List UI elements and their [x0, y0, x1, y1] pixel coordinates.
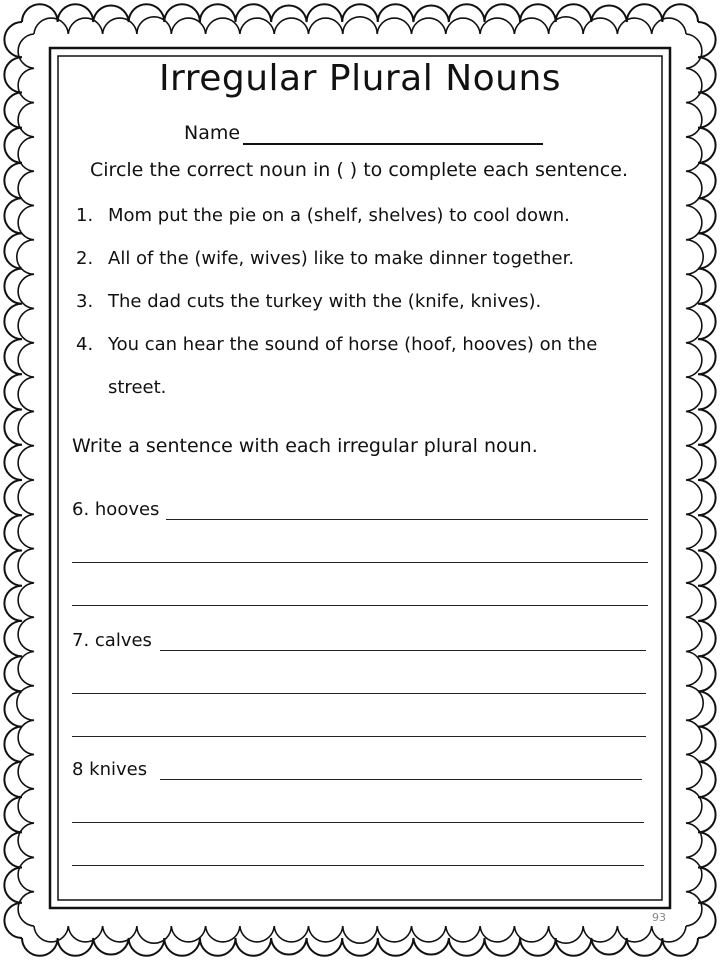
answer-line[interactable]: [160, 650, 646, 651]
answer-line[interactable]: [72, 736, 646, 737]
answer-line[interactable]: [160, 779, 642, 780]
name-label: Name: [184, 122, 241, 144]
prompt-label: 7. calves: [72, 630, 152, 651]
item-number: 3.: [76, 291, 94, 312]
page-number: 93: [652, 911, 666, 924]
name-field[interactable]: [243, 143, 543, 145]
worksheet-title: Irregular Plural Nouns: [158, 58, 562, 99]
sentence-item: You can hear the sound of horse (hoof, hooves) on the: [108, 334, 598, 355]
prompt-label: 6. hooves: [72, 499, 160, 520]
write-instructions: Write a sentence with each irregular plural noun.: [72, 435, 538, 457]
answer-line[interactable]: [72, 562, 648, 563]
sentence-item: Mom put the pie on a (shelf, shelves) to cool down.: [108, 205, 570, 226]
answer-line[interactable]: [72, 605, 648, 606]
answer-line[interactable]: [72, 693, 646, 694]
sentence-item: All of the (wife, wives) like to make dinner together.: [108, 248, 575, 269]
sentence-item-continuation: street.: [108, 377, 167, 398]
circle-instructions: Circle the correct noun in ( ) to complete each sentence.: [90, 159, 628, 181]
item-number: 1.: [76, 205, 94, 226]
item-number: 2.: [76, 248, 94, 269]
prompt-label: 8 knives: [72, 759, 148, 780]
answer-line[interactable]: [72, 822, 644, 823]
answer-line[interactable]: [72, 865, 644, 866]
answer-line[interactable]: [166, 519, 648, 520]
sentence-item: The dad cuts the turkey with the (knife, knives).: [108, 291, 542, 312]
item-number: 4.: [76, 334, 94, 355]
